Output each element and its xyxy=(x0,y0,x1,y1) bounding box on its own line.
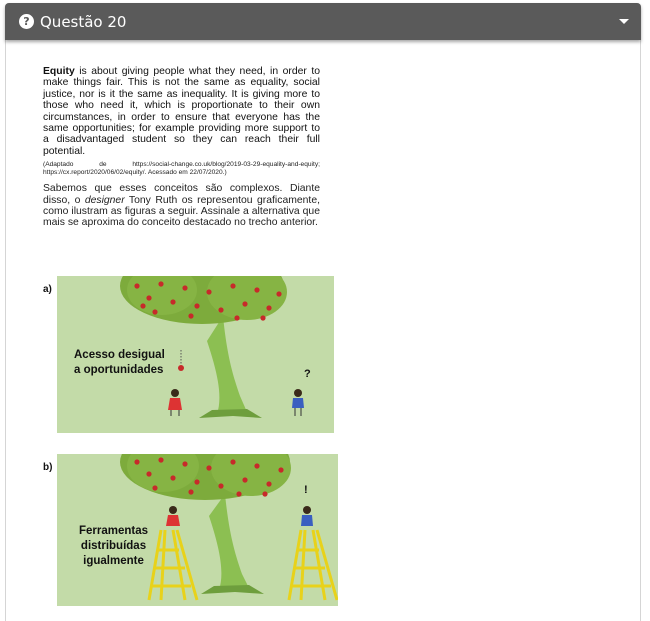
option-b-figure[interactable] xyxy=(57,454,338,606)
caret-down-icon[interactable] xyxy=(619,19,629,24)
intro-before: Sabemos que esses conceitos são complexos. Diante disso, o xyxy=(43,183,320,206)
option-b-caption-line2: distribuídas xyxy=(80,540,147,552)
equity-term: Equity xyxy=(43,66,75,77)
option-a-caption xyxy=(74,348,165,378)
option-b-caption-line3: igualmente xyxy=(83,555,144,567)
source-citation: (Adaptado de https://social-change.co.uk/blog/2019-03-29-equality-and-equity; https://cx.report/2020/06/02/equity/. Acessado em 22/07/2020.) xyxy=(43,161,320,177)
intro-after: Tony Ruth os representou graficamente, como ilustram as figuras a seguir. Assinale a alternativa que mais se aproxima do conceito destacado no trecho anterior. xyxy=(43,194,320,229)
option-b-caption-line1: Ferramentas xyxy=(79,525,149,537)
option-a-caption-line1: Acesso desigual xyxy=(74,349,165,361)
intro-italic: designer xyxy=(84,194,125,206)
option-b-caption xyxy=(79,524,148,569)
equity-definition: is about giving people what they need, in order to make things fair. This is not the same as equality, social justice, nor is it the same as inequality. It is giving more to those who need it, which is proportionate to their own circumstances, in order to ensure that everyone has the same opportunities; for example providing more support to a disadvantaged student so they can reach their full potential. xyxy=(43,66,320,157)
option-b-label[interactable]: b) xyxy=(43,462,53,473)
equity-paragraph xyxy=(43,66,320,157)
intro-paragraph xyxy=(43,183,320,229)
question-circle-icon: ? xyxy=(19,14,34,29)
option-b-exclamation-mark: ! xyxy=(304,484,308,496)
question-header[interactable] xyxy=(5,3,641,40)
question-text xyxy=(43,66,320,229)
question-title: Questão 20 xyxy=(40,12,127,31)
option-a-caption-line2: a oportunidades xyxy=(74,364,164,376)
option-a-label[interactable]: a) xyxy=(43,284,52,295)
option-a-question-mark: ? xyxy=(304,368,311,380)
option-a-figure[interactable] xyxy=(57,276,334,433)
